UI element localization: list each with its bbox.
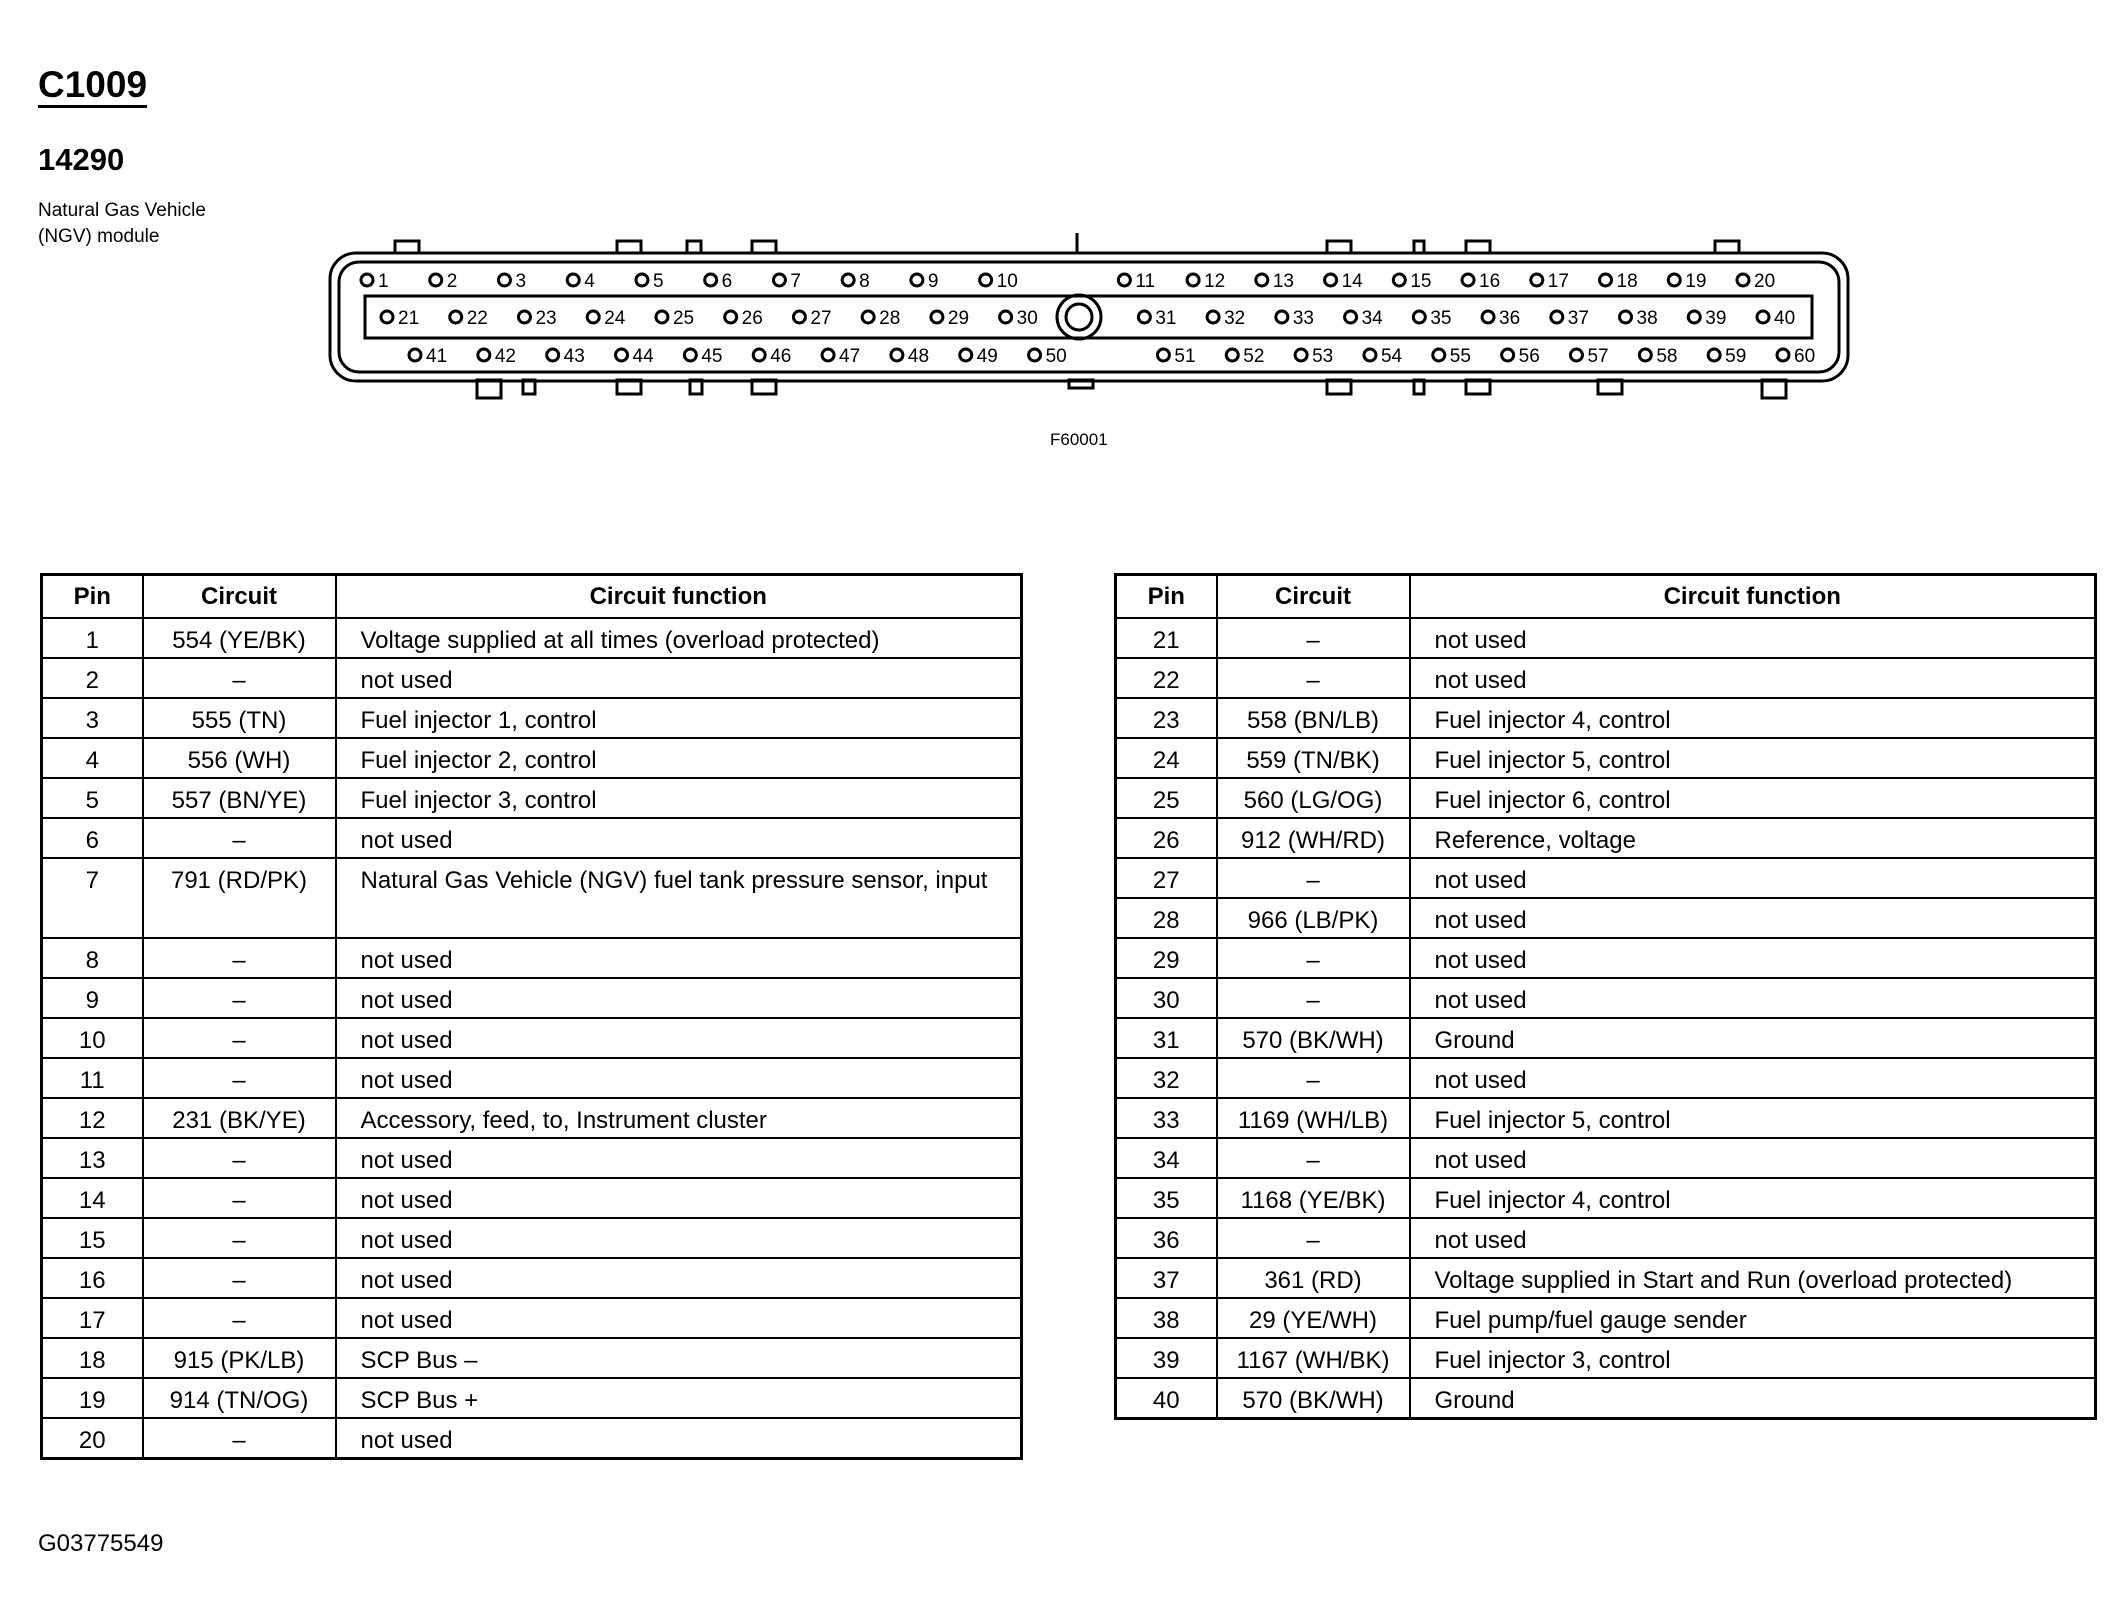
function-cell: Fuel injector 3, control [336, 778, 1022, 818]
pin-number-label: 42 [494, 346, 516, 367]
circuit-cell: – [1217, 1218, 1410, 1258]
circuit-cell: – [1217, 858, 1410, 898]
pin-number-label: 32 [1224, 308, 1246, 329]
pin-hole [1620, 311, 1632, 323]
pin-hole [587, 311, 599, 323]
pin-number-label: 16 [1479, 271, 1501, 292]
pin-hole [1226, 349, 1238, 361]
circuit-cell: – [143, 1018, 336, 1058]
pin-cell: 23 [1116, 698, 1217, 738]
pin-number-label: 34 [1361, 308, 1383, 329]
function-cell: not used [1410, 618, 2096, 658]
pin-hole [1345, 311, 1357, 323]
function-cell: Fuel pump/fuel gauge sender [1410, 1298, 2096, 1338]
table-row [42, 1338, 1022, 1378]
pin-number-label: 15 [1410, 271, 1432, 292]
pin-cell: 24 [1116, 738, 1217, 778]
pin-hole [891, 349, 903, 361]
circuit-cell: 29 (YE/WH) [1217, 1298, 1410, 1338]
pin-number-label: 10 [996, 271, 1018, 292]
pin-number-label: 7 [790, 271, 801, 292]
pin-hole [498, 274, 510, 286]
function-cell: not used [1410, 1138, 2096, 1178]
circuit-cell: – [1217, 618, 1410, 658]
pin-hole [381, 311, 393, 323]
pin-number-label: 46 [770, 346, 792, 367]
table-row [42, 618, 1022, 658]
pin-cell: 22 [1116, 658, 1217, 698]
pin-number-label: 35 [1430, 308, 1452, 329]
pin-cell: 29 [1116, 938, 1217, 978]
pin-number-label: 50 [1045, 346, 1067, 367]
table-row [42, 818, 1022, 858]
pin-number-label: 51 [1174, 346, 1196, 367]
pin-cell: 12 [42, 1098, 143, 1138]
function-cell: SCP Bus – [336, 1338, 1022, 1378]
function-cell: not used [1410, 1058, 2096, 1098]
table-row [42, 778, 1022, 818]
module-description-line2: (NGV) module [38, 226, 160, 247]
pin-hole [1502, 349, 1514, 361]
circuit-cell: 966 (LB/PK) [1217, 898, 1410, 938]
pin-hole [1570, 349, 1582, 361]
table-row [1116, 1178, 2096, 1218]
table-row [1116, 1258, 2096, 1298]
table-row [1116, 1298, 2096, 1338]
table-row [42, 1018, 1022, 1058]
table-row [42, 1178, 1022, 1218]
pin-hole [1000, 311, 1012, 323]
circuit-cell: 1167 (WH/BK) [1217, 1338, 1410, 1378]
function-cell: Fuel injector 2, control [336, 738, 1022, 778]
function-cell: Fuel injector 3, control [1410, 1338, 2096, 1378]
table-row [1116, 658, 2096, 698]
pin-cell: 30 [1116, 978, 1217, 1018]
pin-hole [1531, 274, 1543, 286]
circuit-cell: – [143, 658, 336, 698]
pin-hole [793, 311, 805, 323]
pin-hole [1118, 274, 1130, 286]
table-row [42, 978, 1022, 1018]
pin-cell: 38 [1116, 1298, 1217, 1338]
table-row [1116, 1098, 2096, 1138]
pin-hole [862, 311, 874, 323]
circuit-cell: – [143, 978, 336, 1018]
circuit-cell: 570 (BK/WH) [1217, 1378, 1410, 1419]
pin-cell: 14 [42, 1178, 143, 1218]
pin-cell: 5 [42, 778, 143, 818]
pin-hole [518, 311, 530, 323]
table-row [42, 1298, 1022, 1338]
pin-cell: 31 [1116, 1018, 1217, 1058]
circuit-cell: – [143, 1418, 336, 1459]
pin-hole [1325, 274, 1337, 286]
pin-number-label: 18 [1616, 271, 1638, 292]
function-cell: not used [1410, 1218, 2096, 1258]
function-cell: not used [336, 1138, 1022, 1178]
pin-hole [361, 274, 373, 286]
pin-cell: 11 [42, 1058, 143, 1098]
function-cell: Accessory, feed, to, Instrument cluster [336, 1098, 1022, 1138]
function-cell: Natural Gas Vehicle (NGV) fuel tank pressure sensor, input [336, 858, 1022, 938]
connector-diagram [325, 228, 1855, 408]
pin-hole [980, 274, 992, 286]
pin-number-label: 4 [584, 271, 595, 292]
module-description [38, 198, 268, 250]
pin-cell: 25 [1116, 778, 1217, 818]
function-cell: not used [336, 978, 1022, 1018]
pin-number-label: 37 [1567, 308, 1589, 329]
circuit-cell: 558 (BN/LB) [1217, 698, 1410, 738]
function-cell: Voltage supplied in Start and Run (overload protected) [1410, 1258, 2096, 1298]
header-circuit: Circuit [1217, 575, 1410, 619]
table-row [1116, 1378, 2096, 1419]
pin-number-label: 55 [1449, 346, 1471, 367]
pin-hole [1639, 349, 1651, 361]
pin-number-label: 54 [1380, 346, 1403, 367]
pin-cell: 15 [42, 1218, 143, 1258]
table-row [1116, 978, 2096, 1018]
pin-hole [1295, 349, 1307, 361]
pin-hole [725, 311, 737, 323]
pin-hole [1256, 274, 1268, 286]
pin-cell: 35 [1116, 1178, 1217, 1218]
table-row [42, 1258, 1022, 1298]
function-cell: not used [336, 658, 1022, 698]
pin-hole [1777, 349, 1789, 361]
table-row [42, 1058, 1022, 1098]
table-row [42, 1138, 1022, 1178]
pin-number-label: 41 [426, 346, 448, 367]
table-header-row [42, 575, 1022, 619]
circuit-cell: – [1217, 658, 1410, 698]
circuit-cell: – [143, 818, 336, 858]
pin-cell: 20 [42, 1418, 143, 1459]
pin-cell: 39 [1116, 1338, 1217, 1378]
pin-hole [1157, 349, 1169, 361]
pin-hole [656, 311, 668, 323]
graphic-code: G03775549 [38, 1530, 164, 1557]
pin-hole [1207, 311, 1219, 323]
pin-number-label: 9 [927, 271, 939, 292]
pin-cell: 18 [42, 1338, 143, 1378]
pin-number-label: 49 [976, 346, 998, 367]
pin-hole [684, 349, 696, 361]
function-cell: not used [336, 938, 1022, 978]
pin-hole [1433, 349, 1445, 361]
circuit-cell: – [1217, 938, 1410, 978]
pin-cell: 16 [42, 1258, 143, 1298]
circuit-cell: 556 (WH) [143, 738, 336, 778]
pin-hole [1138, 311, 1150, 323]
header-circuit-function: Circuit function [1410, 575, 2096, 619]
pin-number-label: 3 [515, 271, 527, 292]
circuit-cell: 231 (BK/YE) [143, 1098, 336, 1138]
pin-hole [960, 349, 972, 361]
pin-hole [753, 349, 765, 361]
pin-cell: 6 [42, 818, 143, 858]
pin-cell: 28 [1116, 898, 1217, 938]
pin-number-label: 56 [1518, 346, 1540, 367]
pin-cell: 2 [42, 658, 143, 698]
pin-number-label: 31 [1155, 308, 1177, 329]
table-row [1116, 858, 2096, 898]
pin-number-label: 38 [1636, 308, 1658, 329]
pin-number-label: 45 [701, 346, 723, 367]
pin-hole [1413, 311, 1425, 323]
table-row [1116, 1018, 2096, 1058]
pin-cell: 21 [1116, 618, 1217, 658]
circuit-cell: – [143, 1258, 336, 1298]
function-cell: Fuel injector 4, control [1410, 698, 2096, 738]
pin-hole [430, 274, 442, 286]
table-row [42, 938, 1022, 978]
pin-number-label: 5 [652, 271, 664, 292]
function-cell: Fuel injector 1, control [336, 698, 1022, 738]
function-cell: Voltage supplied at all times (overload protected) [336, 618, 1022, 658]
circuit-cell: – [143, 1298, 336, 1338]
module-description-line1: Natural Gas Vehicle [38, 200, 206, 221]
function-cell: not used [1410, 938, 2096, 978]
pin-hole [1757, 311, 1769, 323]
function-cell: not used [1410, 658, 2096, 698]
function-cell: Fuel injector 5, control [1410, 738, 2096, 778]
function-cell: not used [336, 1018, 1022, 1058]
table-row [1116, 1338, 2096, 1378]
pin-cell: 8 [42, 938, 143, 978]
pin-hole [409, 349, 421, 361]
table-row [42, 1218, 1022, 1258]
pin-hole [567, 274, 579, 286]
pin-hole [478, 349, 490, 361]
function-cell: not used [336, 1258, 1022, 1298]
pin-number-label: 58 [1656, 346, 1678, 367]
pin-number-label: 24 [604, 308, 626, 329]
circuit-cell: 791 (RD/PK) [143, 858, 336, 938]
pin-cell: 27 [1116, 858, 1217, 898]
table-row [42, 698, 1022, 738]
pin-number-label: 29 [947, 308, 970, 329]
figure-code: F60001 [1050, 430, 1108, 449]
pin-number-label: 59 [1725, 346, 1747, 367]
header-circuit: Circuit [143, 575, 336, 619]
table-row [1116, 898, 2096, 938]
pin-hole [1737, 274, 1749, 286]
pin-hole [547, 349, 559, 361]
table-row [42, 858, 1022, 938]
pin-cell: 3 [42, 698, 143, 738]
pin-cell: 33 [1116, 1098, 1217, 1138]
circuit-cell: – [1217, 1138, 1410, 1178]
pin-number-label: 47 [839, 346, 861, 367]
circuit-cell: – [143, 1218, 336, 1258]
circuit-cell: 560 (LG/OG) [1217, 778, 1410, 818]
pin-number-label: 13 [1272, 271, 1294, 292]
table-row [1116, 818, 2096, 858]
pin-hole [1393, 274, 1405, 286]
pin-cell: 4 [42, 738, 143, 778]
table-row [1116, 698, 2096, 738]
pin-number-label: 26 [741, 308, 763, 329]
pin-number-label: 25 [672, 308, 695, 329]
circuit-cell: 1168 (YE/BK) [1217, 1178, 1410, 1218]
function-cell: SCP Bus + [336, 1378, 1022, 1418]
pin-hole [616, 349, 628, 361]
pin-number-label: 27 [810, 308, 832, 329]
function-cell: not used [336, 1178, 1022, 1218]
function-cell: Reference, voltage [1410, 818, 2096, 858]
pin-cell: 10 [42, 1018, 143, 1058]
header-circuit-function: Circuit function [336, 575, 1022, 619]
pin-number-label: 36 [1499, 308, 1521, 329]
pin-number-label: 33 [1292, 308, 1314, 329]
pin-number-label: 19 [1685, 271, 1707, 292]
pin-number-label: 30 [1016, 308, 1038, 329]
circuit-cell: 559 (TN/BK) [1217, 738, 1410, 778]
pin-table-left [40, 573, 1023, 1460]
circuit-cell: – [143, 1058, 336, 1098]
table-row [1116, 618, 2096, 658]
pin-hole [822, 349, 834, 361]
connector-title: C1009 [38, 64, 148, 105]
table-row [42, 1378, 1022, 1418]
pin-table-right [1114, 573, 2097, 1420]
pin-number-label: 12 [1204, 271, 1226, 292]
table-row [42, 658, 1022, 698]
pin-hole [1688, 311, 1700, 323]
header-pin: Pin [1116, 575, 1217, 619]
table-row [1116, 1138, 2096, 1178]
pin-hole [636, 274, 648, 286]
circuit-cell: 555 (TN) [143, 698, 336, 738]
pin-cell: 26 [1116, 818, 1217, 858]
pin-cell: 7 [42, 858, 143, 938]
pin-number-label: 40 [1774, 308, 1796, 329]
pin-number-label: 60 [1794, 346, 1816, 367]
pin-hole [842, 274, 854, 286]
function-cell: Fuel injector 5, control [1410, 1098, 2096, 1138]
circuit-cell: – [143, 1138, 336, 1178]
circuit-cell: 914 (TN/OG) [143, 1378, 336, 1418]
table-row [1116, 938, 2096, 978]
table-row [1116, 778, 2096, 818]
pin-cell: 37 [1116, 1258, 1217, 1298]
pin-cell: 17 [42, 1298, 143, 1338]
pin-cell: 32 [1116, 1058, 1217, 1098]
function-cell: Ground [1410, 1018, 2096, 1058]
pin-hole [1029, 349, 1041, 361]
pin-hole [1462, 274, 1474, 286]
pin-number-label: 1 [378, 271, 389, 292]
pin-number-label: 11 [1135, 271, 1156, 292]
function-cell: not used [1410, 978, 2096, 1018]
pin-number-label: 2 [446, 271, 458, 292]
connector-pins [361, 271, 1815, 367]
pin-hole [1364, 349, 1376, 361]
pin-number-label: 39 [1705, 308, 1727, 329]
function-cell: not used [336, 1218, 1022, 1258]
circuit-cell: 1169 (WH/LB) [1217, 1098, 1410, 1138]
function-cell: not used [336, 1418, 1022, 1459]
pin-number-label: 28 [879, 308, 901, 329]
part-number: 14290 [38, 142, 125, 177]
circuit-cell: 361 (RD) [1217, 1258, 1410, 1298]
function-cell: not used [336, 1298, 1022, 1338]
circuit-cell: 915 (PK/LB) [143, 1338, 336, 1378]
table-row [1116, 1058, 2096, 1098]
pin-hole [1708, 349, 1720, 361]
pin-hole [1276, 311, 1288, 323]
function-cell: not used [1410, 898, 2096, 938]
pin-hole [450, 311, 462, 323]
pin-number-label: 23 [535, 308, 557, 329]
pin-hole [773, 274, 785, 286]
function-cell: Ground [1410, 1378, 2096, 1419]
circuit-cell: 570 (BK/WH) [1217, 1018, 1410, 1058]
pin-number-label: 14 [1341, 271, 1363, 292]
pin-hole [705, 274, 717, 286]
pin-number-label: 6 [721, 271, 733, 292]
pin-hole [911, 274, 923, 286]
pin-cell: 13 [42, 1138, 143, 1178]
table-row [42, 1418, 1022, 1459]
pin-number-label: 43 [563, 346, 585, 367]
circuit-cell: 557 (BN/YE) [143, 778, 336, 818]
pin-cell: 9 [42, 978, 143, 1018]
pin-hole [1187, 274, 1199, 286]
pin-hole [1600, 274, 1612, 286]
pin-cell: 34 [1116, 1138, 1217, 1178]
circuit-cell: 912 (WH/RD) [1217, 818, 1410, 858]
pin-number-label: 8 [859, 271, 870, 292]
table-row [42, 738, 1022, 778]
table-row [42, 1098, 1022, 1138]
circuit-cell: 554 (YE/BK) [143, 618, 336, 658]
function-cell: not used [1410, 858, 2096, 898]
pin-hole [1668, 274, 1680, 286]
table-row [1116, 738, 2096, 778]
pin-cell: 1 [42, 618, 143, 658]
circuit-cell: – [143, 938, 336, 978]
pin-number-label: 53 [1312, 346, 1334, 367]
circuit-cell: – [143, 1178, 336, 1218]
pin-cell: 36 [1116, 1218, 1217, 1258]
table-header-row [1116, 575, 2096, 619]
function-cell: Fuel injector 4, control [1410, 1178, 2096, 1218]
pin-number-label: 48 [907, 346, 930, 367]
pin-number-label: 21 [398, 308, 420, 329]
pin-number-label: 52 [1243, 346, 1265, 367]
circuit-cell: – [1217, 978, 1410, 1018]
pin-hole [931, 311, 943, 323]
pin-number-label: 57 [1587, 346, 1609, 367]
pin-cell: 40 [1116, 1378, 1217, 1419]
function-cell: Fuel injector 6, control [1410, 778, 2096, 818]
circuit-cell: – [1217, 1058, 1410, 1098]
pin-cell: 19 [42, 1378, 143, 1418]
pin-number-label: 44 [632, 346, 654, 367]
pin-number-label: 17 [1547, 271, 1569, 292]
pin-hole [1551, 311, 1563, 323]
pin-number-label: 20 [1754, 271, 1776, 292]
function-cell: not used [336, 1058, 1022, 1098]
function-cell: not used [336, 818, 1022, 858]
header-pin: Pin [42, 575, 143, 619]
pin-number-label: 22 [466, 308, 488, 329]
table-row [1116, 1218, 2096, 1258]
pin-hole [1482, 311, 1494, 323]
